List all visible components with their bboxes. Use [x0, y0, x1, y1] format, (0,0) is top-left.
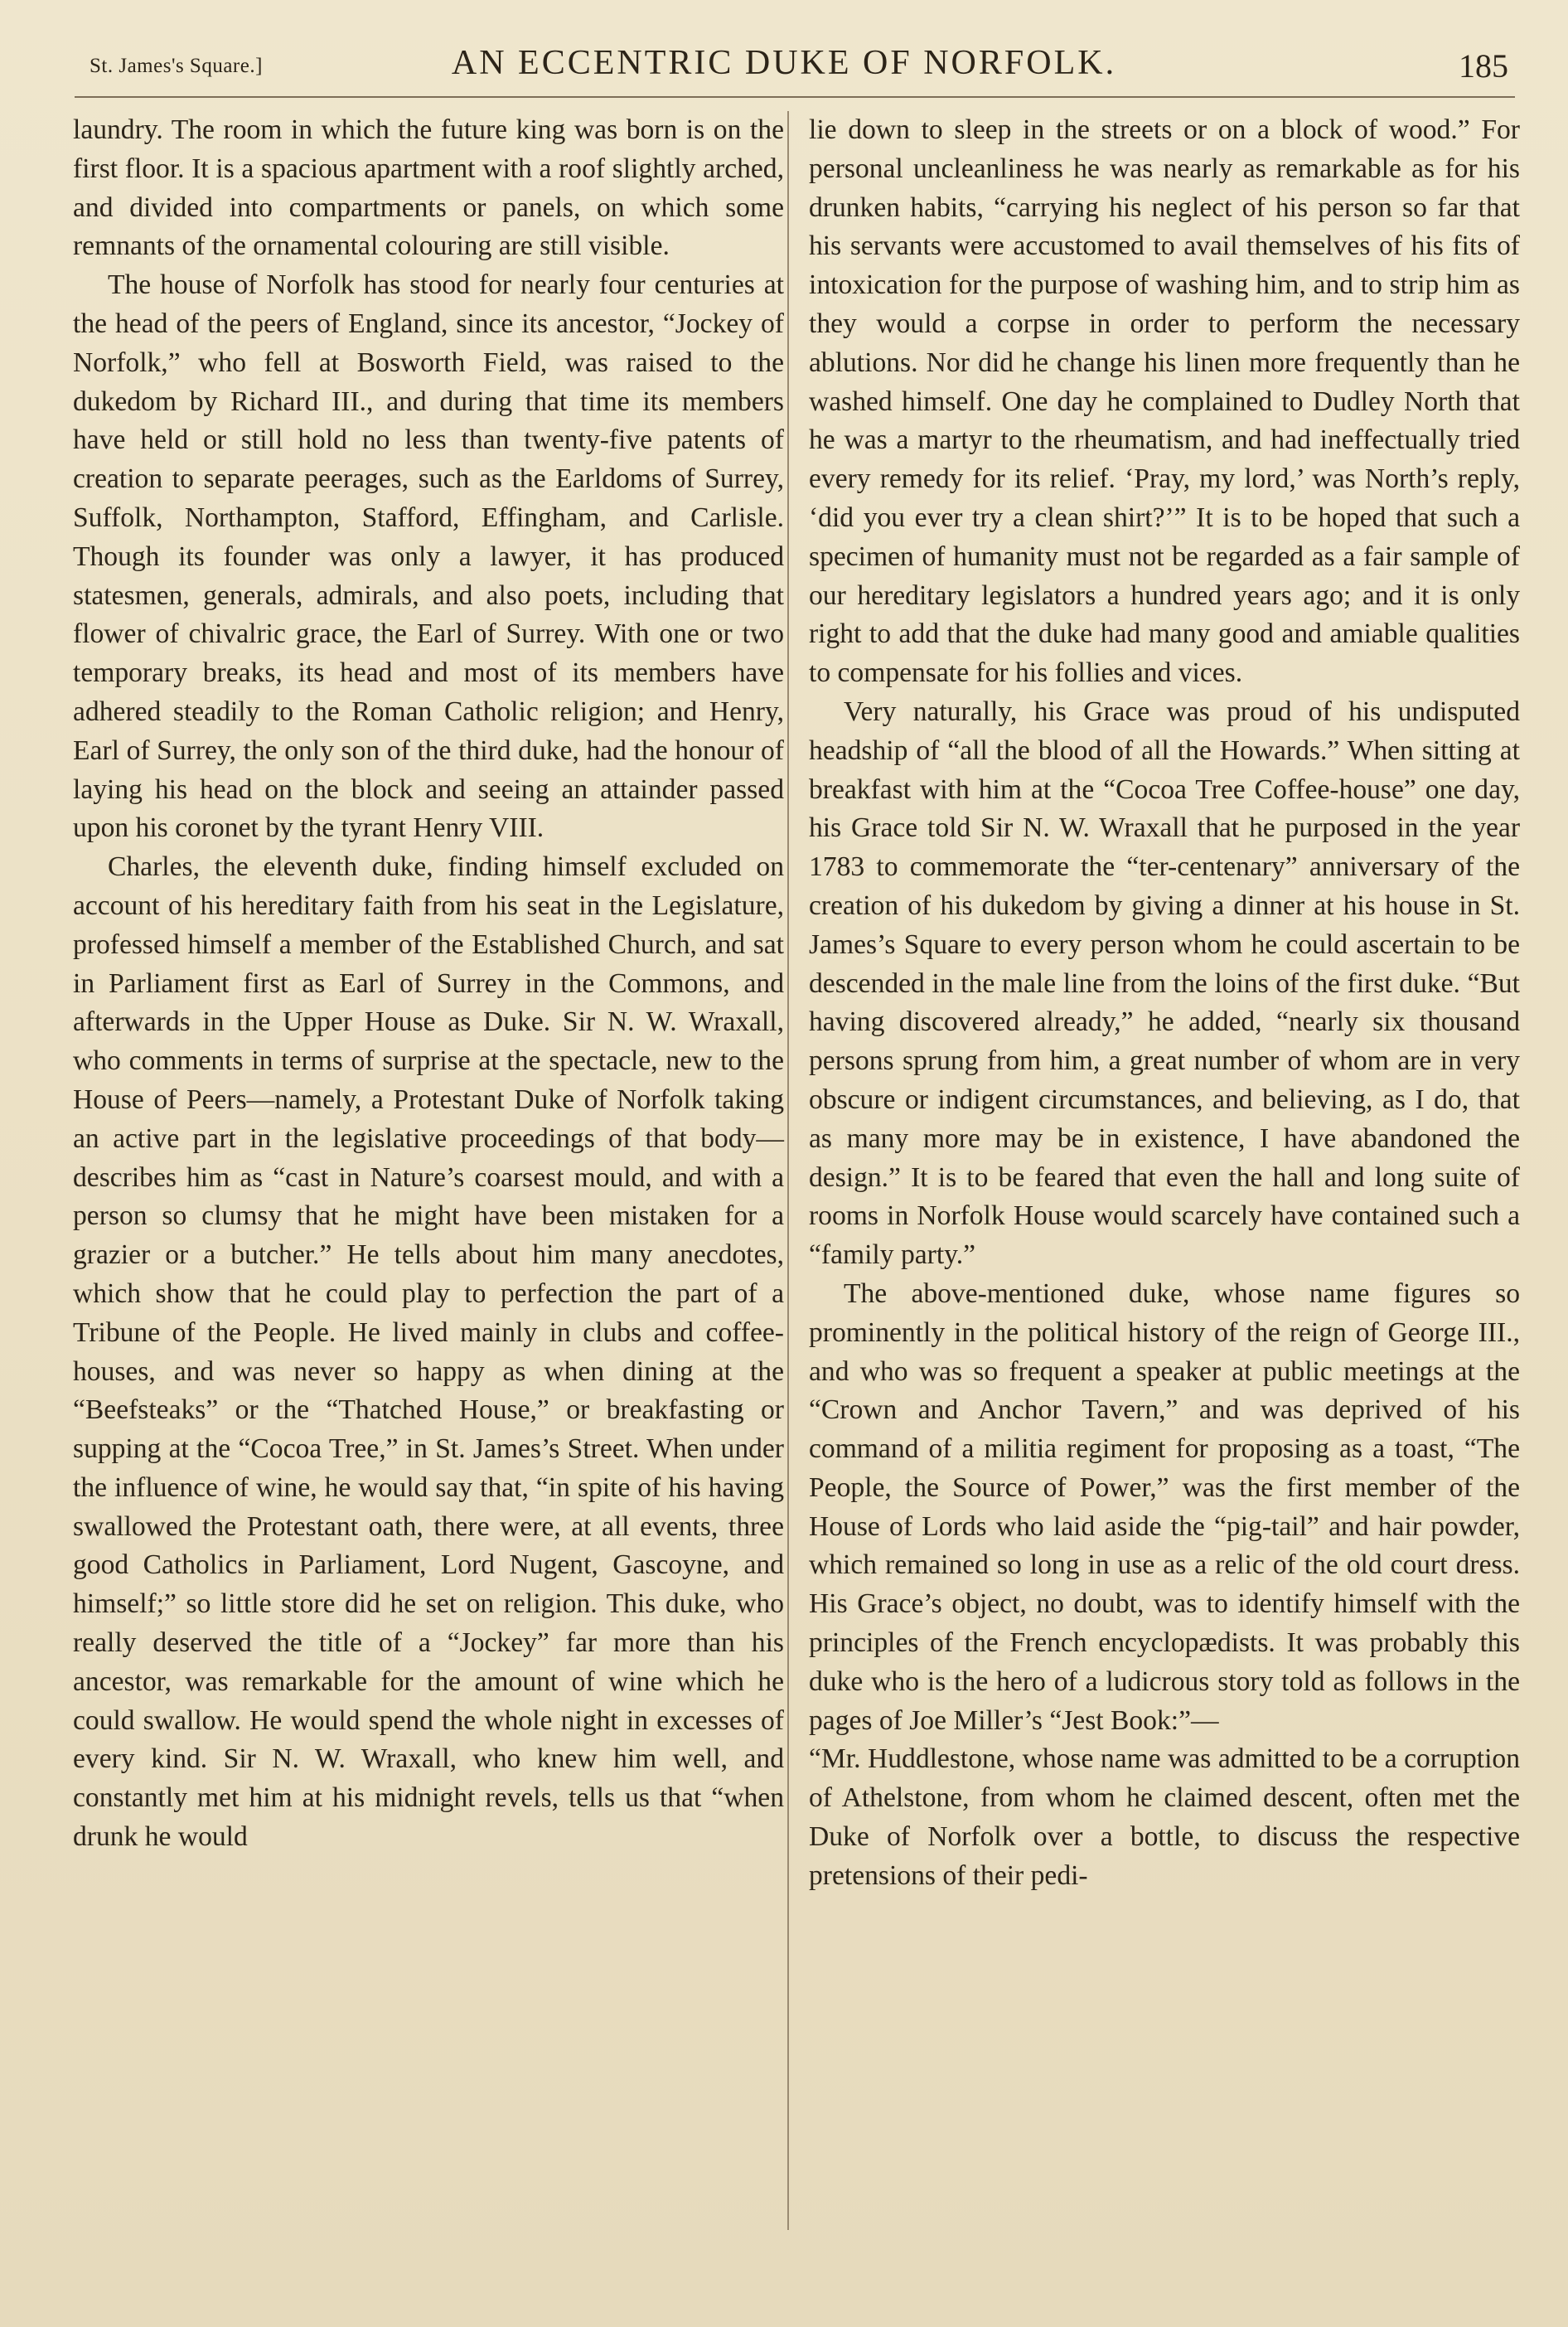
paragraph: The house of Norfolk has stood for nearly four centuries at the head of the peers of England, since its ancestor, “Jockey of Norfolk,” who fell at Bosworth Field, was raised to the dukedom by Richard III., and during that time its members have held or still hold no less than twenty-five patents of creation to separate peerages, such as the Earldoms of Surrey, Suffolk, Northampton, Stafford, Effingham, and Carlisle. Though its founder was only a lawyer, it has produced statesmen, generals, admirals, and also poets, including that flower of chivalric grace, the Earl of Surrey. With one or two temporary breaks, its head and most of its members have adhered steadily to the Roman Catholic religion; and Henry, Earl of Surrey, the only son of the third duke, had the honour of laying his head on the block and seeing an attainder passed upon his coronet by the tyrant Henry VIII. [73, 269, 784, 844]
column-divider [787, 111, 789, 2230]
header-rule [75, 96, 1515, 98]
paragraph: laundry. The room in which the future king was born is on the first floor. It is a spacious apartment with a roof slightly arched, and divided into compartments or panels, on which some remnants of the ornamental colouring are still visible. [73, 114, 784, 262]
paragraph: The above-mentioned duke, whose name figures so prominently in the political history of the reign of George III., and who was so frequent a speaker at public meetings at the “Crown and Anchor Tavern,” and was deprived of his command of a militia regiment for proposing as a toast, “The People, the Source of Power,” was the first member of the House of Lords who laid aside the “pig-tail” and hair powder, which remained so long in use as a relic of the old court dress. His Grace’s object, no doubt, was to identify himself with the principles of the French encyclopædists. It was probably this duke who is the hero of a ludicrous story told as follows in the pages of Joe Miller’s “Jest Book:”— [809, 1277, 1520, 1736]
right-column [809, 111, 1520, 1896]
running-header [0, 43, 1568, 90]
paragraph: “Mr. Huddlestone, whose name was admitted to be a corruption of Athelstone, from whom he claimed descent, often met the Duke of Norfolk over a bottle, to discuss the respective pretensions of their pedi- [809, 1743, 1520, 1891]
section-label: St. James's Square.] [90, 55, 263, 77]
paragraph: Very naturally, his Grace was proud of his undisputed headship of “all the blood of all the Howards.” When sitting at breakfast with him at the “Cocoa Tree Coffee-house” one day, his Grace told Sir N. W. Wraxall that he purposed in the year 1783 to commemorate the “ter-centenary” anniversary of the creation of his dukedom by giving a dinner at his house in St. James’s Square to every person whom he could ascertain to be descended in the male line from the loins of the first duke. “But having discovered already,” he added, “nearly six thousand persons sprung from him, a great number of whom are in very obscure or indigent circumstances, and believing, as I do, that as many more may be in existence, I have abandoned the design.” It is to be feared that even the hall and long suite of rooms in Norfolk House would scarcely have contained such a “family party.” [809, 696, 1520, 1271]
paragraph: lie down to sleep in the streets or on a block of wood.” For personal uncleanliness he was nearly as remarkable as for his drunken habits, “carrying his neglect of his person so far that his servants were accustomed to avail themselves of his fits of intoxication for the purpose of washing him, and to strip him as they would a corpse in order to perform the necessary ablutions. Nor did he change his linen more frequently than he washed himself. One day he complained to Dudley North that he was a martyr to the rheumatism, and had ineffectually tried every remedy for its relief. ‘Pray, my lord,’ was North’s reply, ‘did you ever try a clean shirt?’” It is to be hoped that such a specimen of humanity must not be regarded as a fair sample of our hereditary legislators a hundred years ago; and it is only right to add that the duke had many good and amiable qualities to compensate for his follies and vices. [809, 114, 1520, 689]
page-title: AN ECCENTRIC DUKE OF NORFOLK. [451, 44, 1117, 82]
paragraph: Charles, the eleventh duke, finding himself excluded on account of his hereditary faith from his seat in the Legislature, professed himself a member of the Established Church, and sat in Parliament first as Earl of Surrey in the Commons, and afterwards in the Upper House as Duke. Sir N. W. Wraxall, who comments in terms of surprise at the spectacle, new to the House of Peers—namely, a Protestant Duke of Norfolk taking an active part in the legislative proceedings of that body—describes him as “cast in Nature’s coarsest mould, and with a person so clumsy that he might have been mistaken for a grazier or a butcher.” He tells about him many anecdotes, which show that he could play to perfection the part of a Tribune of the People. He lived mainly in clubs and coffee-houses, and was never so happy as when dining at the “Beefsteaks” or the “Thatched House,” or breakfasting or supping at the “Cocoa Tree,” in St. James’s Street. When under the influence of wine, he would say that, “in spite of his having swallowed the Protestant oath, there were, at all events, three good Catholics in Parliament, Lord Nugent, Gascoyne, and himself;” so little store did he set on religion. This duke, who really deserved the title of a “Jockey” far more than his ancestor, was remarkable for the amount of wine which he could swallow. He would spend the whole night in excesses of every kind. Sir N. W. Wraxall, who knew him well, and constantly met him at his midnight revels, tells us that “when drunk he would [73, 851, 784, 1853]
page-number: 185 [1459, 47, 1508, 85]
left-column [73, 111, 784, 1857]
